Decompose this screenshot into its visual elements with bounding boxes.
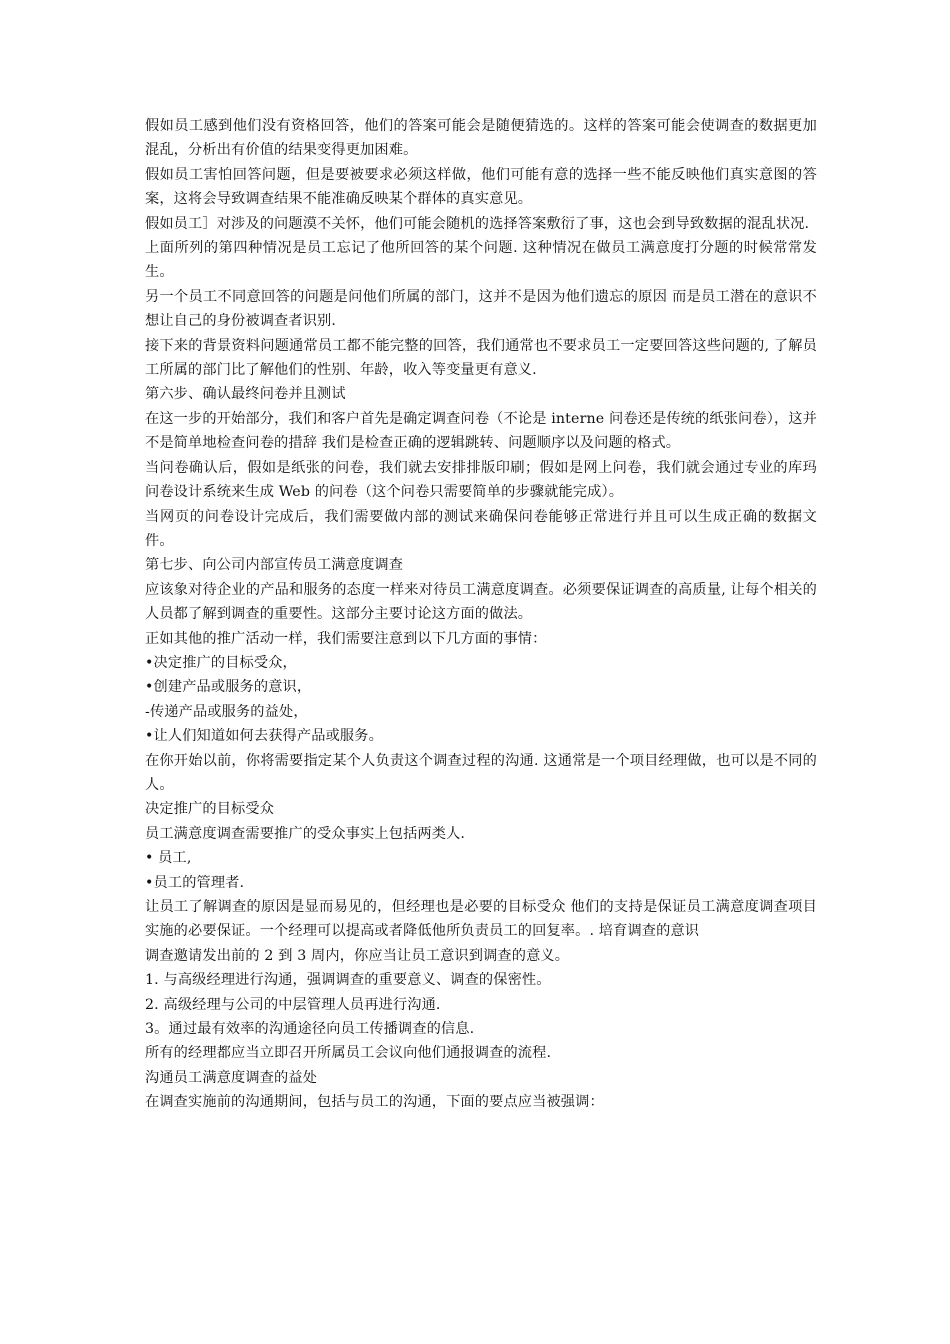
list-item: •决定推广的目标受众， [145, 654, 297, 671]
document-page [145, 114, 817, 1115]
paragraph: 假如员工害怕回答问题，但是要被要求必须这样做，他们可能有意的选择一些不能反映他们真实意图的答案，这将会导致调查结果不能准确反映某个群体的真实意见。 [145, 166, 817, 208]
list-item: •员工的管理者. [145, 874, 245, 891]
paragraph: 让员工了解调查的原因是显而易见的，但经理也是必要的目标受众 他们的支持是保证员工满意度调查项目实施的必要保证。一个经理可以提高或者降低他所负责员工的回复率。. 培育调查的意识 [145, 899, 817, 940]
list-item: •创建产品或服务的意识， [145, 679, 312, 696]
section-heading: 第六步、确认最终问卷并且测试 [145, 386, 346, 403]
paragraph: 正如其他的推广活动一样，我们需要注意到以下几方面的事情： [145, 630, 547, 647]
paragraph: 另一个员工不同意回答的问题是问他们所属的部门，这并不是因为他们遗忘的原因 而是员工潜在的意识不想让自己的身份被调查者识别. [145, 288, 817, 330]
numbered-item: 3。通过最有效率的沟通途径向员工传播调查的信息. [145, 1021, 475, 1038]
paragraph: 员工满意度调查需要推广的受众事实上包括两类人. [145, 825, 466, 842]
section-heading: 第七步、向公司内部宣传员工满意度调查 [145, 557, 404, 574]
paragraph: 所有的经理都应当立即召开所属员工会议向他们通报调查的流程. [145, 1045, 552, 1062]
paragraph: 假如员工感到他们没有资格回答，他们的答案可能会是随便猜选的。这样的答案可能会使调查的数据更加混乱，分析出有价值的结果变得更加困难。 [145, 118, 817, 159]
paragraph: 调查邀请发出前的 2 到 3 周内，你应当让员工意识到调查的意义。 [145, 947, 570, 964]
paragraph: 在你开始以前，你将需要指定某个人负责这个调查过程的沟通. 这通常是一个项目经理做，也可以是不同的人。 [145, 752, 817, 793]
list-item: • 员工, [145, 850, 192, 867]
section-heading: 决定推广的目标受众 [145, 801, 275, 818]
paragraph: 当问卷确认后，假如是纸张的问卷，我们就去安排排版印刷；假如是网上问卷，我们就会通过专业的库玛问卷设计系统来生成 Web 的问卷（这个问卷只需要简单的步骤就能完成）。 [145, 459, 817, 501]
section-heading: 沟通员工满意度调查的益处 [145, 1069, 318, 1086]
paragraph: 接下来的背景资料问题通常员工都不能完整的回答，我们通常也不要求员工一定要回答这些问题的, 了解员工所属的部门比了解他们的性别、年龄，收入等变量更有意义. [145, 337, 817, 379]
list-item: •让人们知道如何去获得产品或服务。 [145, 728, 383, 745]
numbered-item: 2. 高级经理与公司的中层管理人员再进行沟通. [145, 996, 441, 1013]
numbered-item: 1. 与高级经理进行沟通，强调调查的重要意义、调查的保密性。 [145, 972, 551, 989]
paragraph: 在调查实施前的沟通期间，包括与员工的沟通，下面的要点应当被强调： [145, 1094, 604, 1111]
paragraph: 在这一步的开始部分，我们和客户首先是确定调查问卷（不论是 interne 问卷还是传统的纸张问卷），这并不是简单地检查问卷的措辞 我们是检查正确的逻辑跳转、问题顺序以及问题的格式。 [145, 410, 817, 452]
paragraph: 上面所列的第四种情况是员工忘记了他所回答的某个问题. 这种情况在做员工满意度打分题的时候常常发生。 [145, 240, 817, 281]
paragraph: 当网页的问卷设计完成后，我们需要做内部的测试来确保问卷能够正常进行并且可以生成正确的数据文件。 [145, 508, 817, 549]
paragraph: 假如员工］对涉及的问题漠不关怀，他们可能会随机的选择答案敷衍了事，这也会到导致数据的混乱状况. [145, 215, 810, 232]
paragraph: 应该象对待企业的产品和服务的态度一样来对待员工满意度调查。必须要保证调查的高质量, 让每个相关的人员都了解到调查的重要性。这部分主要讨论这方面的做法。 [145, 581, 817, 623]
list-item: -传递产品或服务的益处， [145, 703, 308, 720]
